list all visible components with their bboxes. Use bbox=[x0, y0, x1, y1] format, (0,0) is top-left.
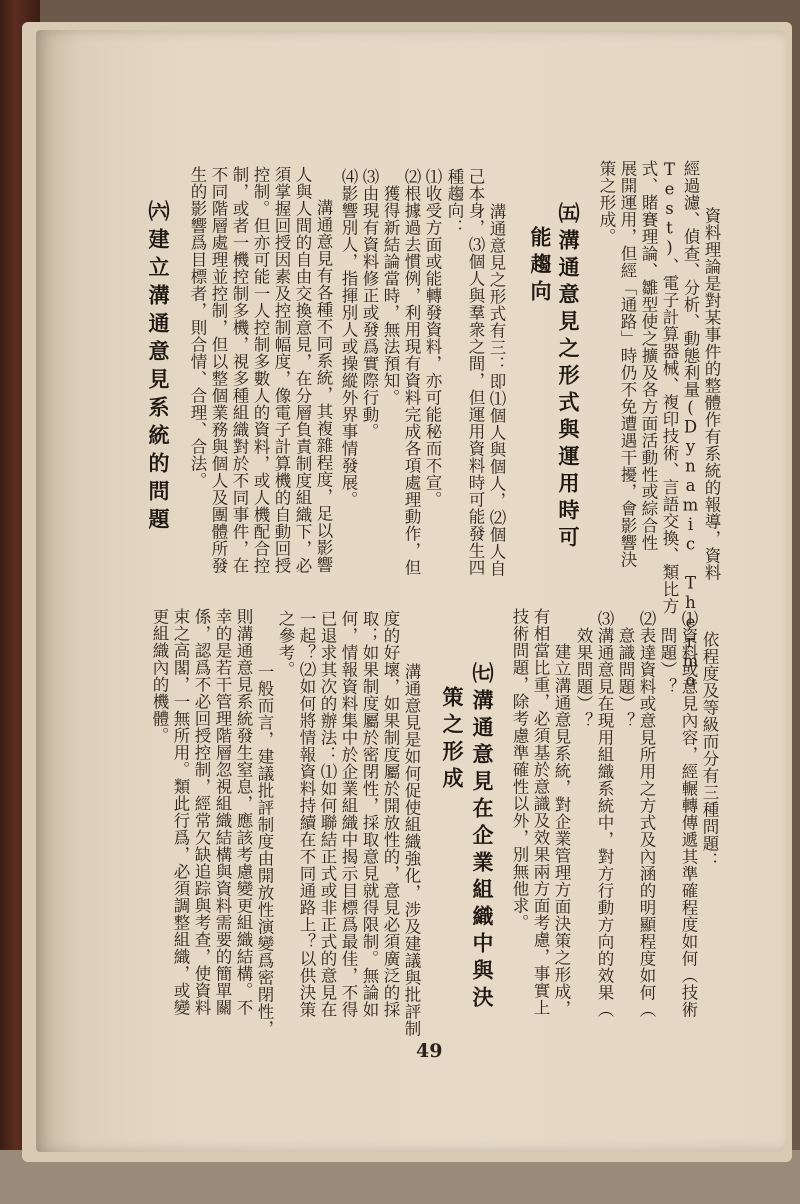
section7-line-10: 幸的是若干管理階層忽視組織結構與資料需要的簡單關 bbox=[213, 608, 232, 1016]
intro-line-1: 資料理論是對某事件的整體作有系統的報導，資料 bbox=[702, 190, 721, 581]
section6-line-1: 依程度及等級而分有三種問題： bbox=[700, 614, 719, 869]
section5-heading-line-1: ㈤溝通意見之形式與運用時可 bbox=[556, 202, 581, 553]
intro-line-6: 策之形成。 bbox=[597, 160, 616, 245]
intro-line-3: Test)、電子計算器械、複印技術、言語交換、類比方 bbox=[660, 160, 679, 615]
section6-heading: ㈥建立溝通意見系統的問題 bbox=[146, 200, 171, 536]
book-page bbox=[36, 30, 786, 1152]
section6-line-6: ⑶溝通意見在現用組織系統中，對方行動方向的效果（ bbox=[595, 610, 614, 1018]
page-number: 49 bbox=[416, 1040, 443, 1062]
section7-line-4: 何，情報資料集中於企業組織中揭示目標爲最佳，不得 bbox=[339, 610, 358, 1018]
intro-line-4: 式、賭賽理論、雛型使之擴及各方面活動性或綜合性 bbox=[639, 160, 658, 551]
section6-line-4: ⑵表達資料或意見所用之方式及內涵的明顯程度如何（ bbox=[637, 610, 656, 1018]
section5-line-5: ⑵根據過去慣例，利用現有資料完成各項處理動作，但 bbox=[402, 168, 421, 576]
section5-line-14: 不同階層處理並控制，但以整個業務與個人及團體所發 bbox=[209, 166, 228, 574]
section7-line-5: 已退求其次的辦法：⑴如何聯結正式或非正式的意見在 bbox=[318, 610, 337, 1018]
section7-line-6: 一起？⑵如何將情報資料持續在不同通路上？以供決策 bbox=[297, 610, 316, 1018]
section7-line-3: 取；如果制度屬於密閉性，採取意見就得限制。無論如 bbox=[360, 610, 379, 1018]
section5-line-9: 溝通意見有各種不同系統，其複雜程度，足以影響 bbox=[314, 182, 333, 573]
section6-line-3: 問題）？ bbox=[658, 610, 677, 695]
section5-line-3: 種趨向： bbox=[445, 168, 464, 236]
section7-line-8: 一般而言，建議批評制度由開放性演變爲密閉性， bbox=[255, 646, 274, 1037]
section6-line-9: 有相當比重，必須基於意識及效果兩方面考慮，事實上 bbox=[531, 608, 550, 1016]
section7-line-2: 度的好壞，如果制度屬於開放性的，意見必須廣泛的採 bbox=[381, 610, 400, 1018]
section7-line-9: 則溝通意見系統發生窒息，應該考慮變更組織結構。不 bbox=[234, 608, 253, 1016]
section7-heading-line-1: ㈦溝通意見在企業組織中與決 bbox=[470, 662, 495, 1013]
section6-line-5: 意識問題）？ bbox=[616, 610, 635, 729]
section5-line-2: 己本身，⑶個人與羣衆之間，但運用資料時可能發生四 bbox=[466, 168, 485, 576]
section5-line-4: ⑴收受方面或能轉發資料，亦可能秘而不宣。 bbox=[423, 168, 442, 508]
section5-line-12: 控制。但亦可能一人控制多數人的資料，或人機配合控 bbox=[251, 166, 270, 574]
section7-line-12: 束之高閣，一無所用。類此行爲，必須調整組織，或變 bbox=[171, 608, 190, 1016]
section7-line-7: 之參考。 bbox=[276, 610, 295, 678]
section6-line-10: 技術問題，除考慮準確性以外，別無他求。 bbox=[510, 608, 529, 931]
section6-line-2: ⑴資料或意見內容，經輾轉傳遞其準確程度如何（技術 bbox=[679, 610, 698, 1018]
section7-line-11: 係，認爲不必回授控制，經常欠缺追踪與考查，使資料 bbox=[192, 608, 211, 1016]
section7-line-13: 更組織內的機體。 bbox=[150, 608, 169, 744]
section5-line-7: ⑶由現有資料修正或發爲實際行動。 bbox=[360, 168, 379, 440]
section5-line-13: 制，或者一機控制多機，視多種組織對於不同事件，在 bbox=[230, 166, 249, 574]
intro-line-2: 經過濾、偵查、分析、動態利量(Dynamic Thermo bbox=[681, 160, 700, 691]
section5-heading-line-2: 能趨向 bbox=[528, 226, 553, 307]
section6-line-8: 建立溝通意見系統，對企業管理方面決策之形成， bbox=[552, 626, 571, 1017]
section5-line-11: 須掌握回授因素及控制幅度，像電子計算機的自動回授 bbox=[272, 166, 291, 574]
intro-line-5: 展開運用，但經「通路」時仍不免遭遇干擾，會影響決 bbox=[618, 160, 637, 568]
section7-line-1: 溝通意見是如何促使組織強化，涉及建議與批評制 bbox=[402, 646, 421, 1037]
section6-line-7: 效果問題）？ bbox=[574, 610, 593, 729]
section7-heading-line-2: 策之形成 bbox=[440, 686, 465, 794]
section5-line-1: 溝通意見之形式有三：即⑴個人與個人，⑵個人自 bbox=[487, 186, 506, 577]
section5-line-6: 獲得新結論當時，無法預知。 bbox=[381, 168, 400, 406]
section5-line-8: ⑷影響別人，指揮別人或操縱外界事情發展。 bbox=[339, 168, 358, 508]
section5-line-15: 生的影響爲目標者，則合情、合理、合法。 bbox=[188, 166, 207, 489]
section5-line-10: 人與人間的自由交換意見，在分層負責制度組織下，必 bbox=[293, 166, 312, 574]
